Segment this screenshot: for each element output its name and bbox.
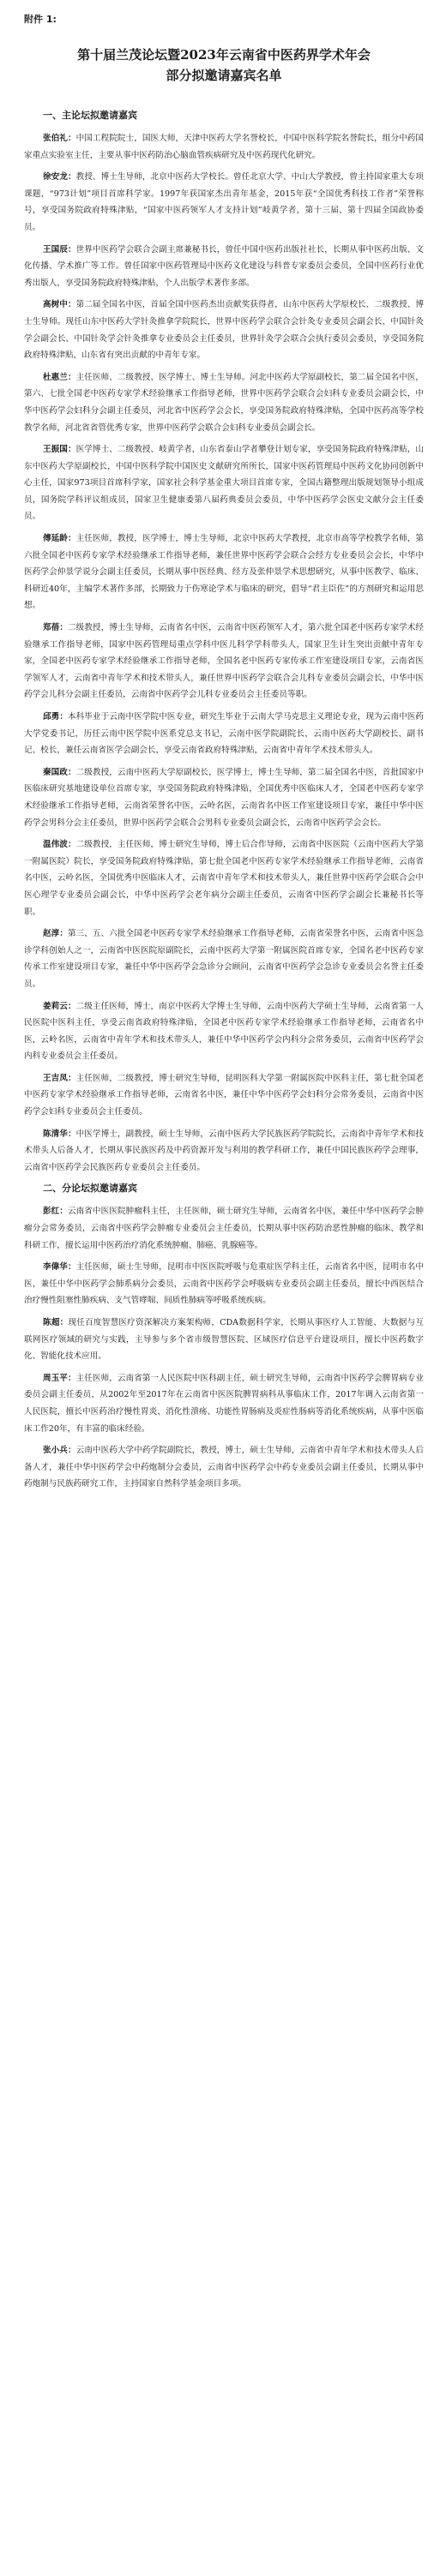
guest-bio: 医学博士、二级教授、岐黄学者，山东省泰山学者攀登计划专家，享受国务院政府特殊津贴，山东中医药大学原副校长，中国中医科学院中国医史文献研究所所长，国家中医药管理局中医药文化协同创新中心主任，国家973项目首席科学家，国家社会科学基金重大项目首席专家，全国古籍整理出版规划领导小组成员，国务院学科评议组成员，国家卫生健康委第八届药典委员会委员，中华中医药学会医史文献分会主任委员。 <box>24 445 425 522</box>
guest-entry <box>24 530 424 614</box>
guest-bio: 主任医师，云南省第一人民医院中医科副主任，硕士研究生导师，云南省中医药学会脾胃病专业委员会副主任委员，从2002年至2017年在云南省中医医院脾胃病科从事临床工作，2017年调入云南省第一人民医院，擅长中医药治疗慢性胃炎、消化性溃疡、功能性胃肠病及炎症性肠病等消化系统疾病，从事中医临床工作20年，有丰富的临床经验。 <box>24 1373 425 1434</box>
section-heading: 二、分论坛拟邀请嘉宾 <box>43 1183 137 1195</box>
guest-list <box>24 108 424 1493</box>
guest-bio: 现任百度智慧医疗资深解决方案架构师，CDA数据科学家，长期从事医疗人工智能、大数据与互联网医疗领域的研究与实践，主导参与多个省市级智慧医院、区域医疗信息平台建设项目，擅长中医药数字化、智能化技术应用。 <box>24 1318 425 1362</box>
name-separator: ： <box>59 929 68 939</box>
guest-name: 李偉华 <box>43 1262 68 1273</box>
name-separator: ： <box>59 623 68 633</box>
name-separator: ： <box>67 534 76 544</box>
guest-entry <box>24 1442 424 1493</box>
guest-bio: 主任医师、二级教授、医学博士、博士生导师。河北中医药大学原副校长，第二届全国名中医，第六、七批全国老中医药专家学术经验继承工作指导老师，世界中医药学会联合会妇科专业委员会副会长，中华中医药学会妇科分会副主任委员，河北省中医药学会会长，享受国务院政府特殊津贴，全国中医药高等学校教学名师，河北省省管优秀专家，世界中医药学会联合会妇科专业委员会副会长。 <box>24 372 425 433</box>
name-separator: ： <box>67 767 76 777</box>
guest-bio: 二级教授，博士生导师，云南省名中医，云南省中医药领军人才，第六批全国老中医药专家学术经验继承工作指导老师，国家中医药管理局重点学科中医儿科学学科带头人，国家卫生计生突出贡献中青年专家，全国老中医药专家学术经验继承工作指导老师，全国名老中医药专家传承工作室建设项目专家，云南省医学领军人才，云南省中青年学术和技术带头人，兼任世界中医药学会联合会儿科专业委员会副会长，中华中医药学会儿科分会副主任委员，云南省中医药学会儿科专业委员会主任委员等职。 <box>24 623 425 700</box>
guest-name: 王国辰 <box>43 244 68 255</box>
guest-entry <box>24 620 424 704</box>
guest-name: 温伟波 <box>43 840 68 850</box>
name-separator: ： <box>67 372 76 382</box>
guest-name: 王振国 <box>43 445 68 455</box>
title-line-2: 部分拟邀请嘉宾名单 <box>166 68 282 83</box>
guest-bio: 本科毕业于云南中医学院中医专业，研究生毕业于云南大学马克思主义理论专业，现为云南中医药大学党委书记，历任云南中医学院中医系党总支书记，云南中医学院副院长，云南中医药大学副校长、副书记、校长，兼任云南省医学会副会长，享受云南省政府特殊津贴，云南省中青年学术技术带头人。 <box>24 712 425 756</box>
name-separator: ： <box>67 1446 76 1456</box>
guest-entry <box>24 1370 424 1437</box>
guest-name: 徐安龙 <box>43 172 68 183</box>
guest-name: 郑蓓 <box>43 623 60 633</box>
guest-name: 王吉凤 <box>43 1073 68 1083</box>
guest-entry <box>24 441 424 525</box>
guest-bio: 第二届全国名中医，首届全国中医药杰出贡献奖获得者，山东中医药大学原校长、二级教授、博士生导师。现任山东中医药大学针灸推拿学院院长，世界中医药学会联合会针灸专业委员会副会长、中国针灸学会副会长、中国针灸学会针灸推拿专业委员会主任委员，世界针灸学会联合会执行委员会委员，享受国务院政府特殊津贴，山东省有突出贡献的中青年专家。 <box>24 300 425 361</box>
guest-bio: 教授、博士生导师，北京中医药大学校长。曾任北京大学、中山大学教授，曾主持国家重大专项课题，“973计划”项目首席科学家。1997年获国家杰出青年基金，2015年获“全国优秀科技工作者”荣誉称号，享受国务院政府特殊津贴，“国家中医药领军人才支持计划”岐黄学者，第十三届、第十四届全国政协委员。 <box>24 172 425 232</box>
guest-entry <box>24 1315 424 1365</box>
guest-entry <box>24 709 424 759</box>
guest-bio: 云南中医药大学中药学院副院长，教授，博士，硕士生导师，云南省中青年学术和技术带头人后备人才，兼任中华中医药学会中药炮制分会委员，云南省中医药学会中药专业委员会副主任委员，长期从事中药炮制与民族药研究工作，主持国家自然科学基金项目多项。 <box>24 1446 425 1489</box>
guest-bio: 云南省中医医院肿瘤科主任，主任医师，硕士研究生导师，云南省名中医，兼任中华中医药学会肿瘤分会常务委员，云南省中医药学会肿瘤专业委员会主任委员，长期从事中医药防治恶性肿瘤的临床、教学和科研工作，擅长运用中医药治疗消化系统肿瘤、肺癌、乳腺癌等。 <box>24 1207 425 1250</box>
guest-name: 周玉平 <box>43 1373 68 1383</box>
name-separator: ： <box>67 1001 76 1011</box>
guest-bio: 主任医师，教授，医学博士，博士生导师，北京中医药大学教授，北京市高等学校教学名师，第六批全国老中医药专家学术经验继承工作指导老师，兼任世界中医药学会联合会经方专业委员会会长，中华中医药学会仲景学说分会副主任委员，长期从事中医经典、经方及张仲景学术思想研究，从事中医教学、临床、科研近40年，主编学术著作多部，长期致力于伤寒论学术与临床的研究，倡导“君主臣佐”的方剂研究和运用思想。 <box>24 534 425 611</box>
guest-entry <box>24 130 424 164</box>
guest-bio: 第三、五、六批全国老中医药专家学术经验继承工作指导老师，云南省荣誉名中医，云南省中医急诊学科创始人之一，云南省中医医院原副院长，云南中医药大学第一附属医院首席专家，全国名老中医药专家传承工作室建设项目专家，兼任中华中医药学会急诊分会顾问，云南省中医药学会急诊专业委员会名誉主任委员。 <box>24 929 425 989</box>
name-separator: ： <box>67 840 76 850</box>
name-separator: ： <box>67 1073 76 1083</box>
guest-entry <box>24 836 424 920</box>
guest-entry <box>24 297 424 363</box>
guest-bio: 中医学博士，副教授，硕士生导师，云南中医药大学民族医药学院院长，云南省中青年学术和技术带头人后备人才，长期从事民族医药及中药资源开发与利用的教学科研工作，兼任中国民族医药学会理事，云南省中医药学会民族医药专业委员会主任委员。 <box>24 1129 425 1172</box>
name-separator: ： <box>59 1318 69 1327</box>
guest-name: 陈清华 <box>43 1129 68 1139</box>
section-heading: 一、主论坛拟邀请嘉宾 <box>43 110 137 121</box>
guest-bio: 二级教授，云南中医药大学原副校长，医学博士，博士生导师，第二届全国名中医，首批国家中医临床研究基地建设单位首席专家，享受国务院政府特殊津贴，全国优秀中医临床人才，全国老中医药专家学术经验继承工作指导老师，云南省荣誉名中医，云岭名医，云南省名中医工作室建设项目专家，兼任中华中医药学会男科分会主任委员，世界中医药学会联合会男科专业委员会副会长，云南省中医药学会会长。 <box>24 767 425 828</box>
name-separator: ： <box>67 134 76 143</box>
guest-entry <box>24 169 424 236</box>
name-separator: ： <box>67 1373 76 1383</box>
guest-entry <box>24 998 424 1065</box>
document-title <box>24 45 424 86</box>
guest-name: 高树中 <box>43 300 68 310</box>
guest-name: 邱勇 <box>43 712 60 722</box>
guest-entry <box>24 926 424 992</box>
guest-entry <box>24 242 424 292</box>
guest-bio: 二级主任医师，博士，南京中医药大学博士生导师，云南中医药大学硕士生导师，云南省第一人民医院中医科主任，享受云南省政府特殊津贴，全国老中医药专家学术经验继承工作指导老师，云南省名中医，云岭名医，云南省中青年学术和技术带头人，兼任中华中医药学会内科分会常务委员，云南省中医药学会内科专业委员会主任委员。 <box>24 1001 425 1062</box>
guest-entry <box>24 1126 424 1177</box>
name-separator: ： <box>59 712 68 722</box>
name-separator: ： <box>67 300 76 310</box>
name-separator: ： <box>59 1207 68 1217</box>
guest-name: 彭红 <box>43 1207 60 1217</box>
guest-name: 张小兵 <box>43 1446 68 1456</box>
name-separator: ： <box>67 1262 76 1273</box>
guest-name: 赵淳 <box>43 929 60 939</box>
guest-bio: 二级教授，主任医师，博士研究生导师，博士后合作导师，云南省中医医院（云南中医药大学第一附属医院）院长，享受国务院政府特殊津贴，第七批全国老中医药专家学术经验继承工作指导老师，云南省名中医，云岭名医，全国优秀中医临床人才，云南省中青年学术和技术带头人，兼任世界中医药学会联合会中医心理学专业委员会副会长，中华中医药学会老年病分会副主任委员，云南省中医药学会副会长兼秘书长等职。 <box>24 840 425 917</box>
guest-entry <box>24 1259 424 1309</box>
guest-entry <box>24 764 424 831</box>
guest-name: 傅延龄 <box>43 534 68 544</box>
guest-name: 姜莉云 <box>43 1001 68 1011</box>
name-separator: ： <box>67 172 76 183</box>
guest-entry <box>24 1203 424 1254</box>
guest-name: 陈超 <box>43 1318 60 1327</box>
guest-bio: 主任医师，二级教授，博士研究生导师，昆明医科大学第一附属医院中医科主任，第七批全国老中医药专家学术经验继承工作指导老师，云南省名中医，兼任中华中医药学会妇科分会常务委员，云南省中医药学会妇科专业委员会主任委员。 <box>24 1073 425 1117</box>
attachment-label: 附件 1: <box>24 14 57 25</box>
guest-name: 张伯礼 <box>43 134 68 143</box>
guest-name: 秦国政 <box>43 767 68 777</box>
title-line-1: 第十届兰茂论坛暨2023年云南省中医药界学术年会 <box>77 47 371 63</box>
name-separator: ： <box>67 244 76 255</box>
guest-entry <box>24 1070 424 1121</box>
name-separator: ： <box>67 1129 76 1139</box>
guest-bio: 世界中医药学会联合会副主席兼秘书长，曾任中国中医药出版社社长，长期从事中医药出版、文化传播、学术推广等工作。曾任国家中医药管理局中医药文化建设与科普专家委员会委员，全国中医药行业优秀出版人，享受国务院政府特殊津贴，个人出版学术著作多部。 <box>24 244 425 288</box>
guest-name: 杜惠兰 <box>43 372 68 382</box>
guest-entry <box>24 369 424 436</box>
name-separator: ： <box>67 445 76 455</box>
guest-bio: 主任医师，硕士生导师，昆明市中医医院呼吸与危重症医学科主任，云南省名中医，昆明市名中医，兼任中华中医药学会肺系病分会委员，云南省中医药学会呼吸病专业委员会副主任委员，擅长中西医结合治疗慢性阻塞性肺疾病、支气管哮喘、间质性肺病等呼吸系统疾病。 <box>24 1262 425 1306</box>
guest-bio: 中国工程院院士，国医大师，天津中医药大学名誉校长，中国中医科学院名誉院长，组分中药国家重点实验室主任，主要从事中医药防治心脑血管疾病研究及中医药现代化研究。 <box>24 134 425 160</box>
